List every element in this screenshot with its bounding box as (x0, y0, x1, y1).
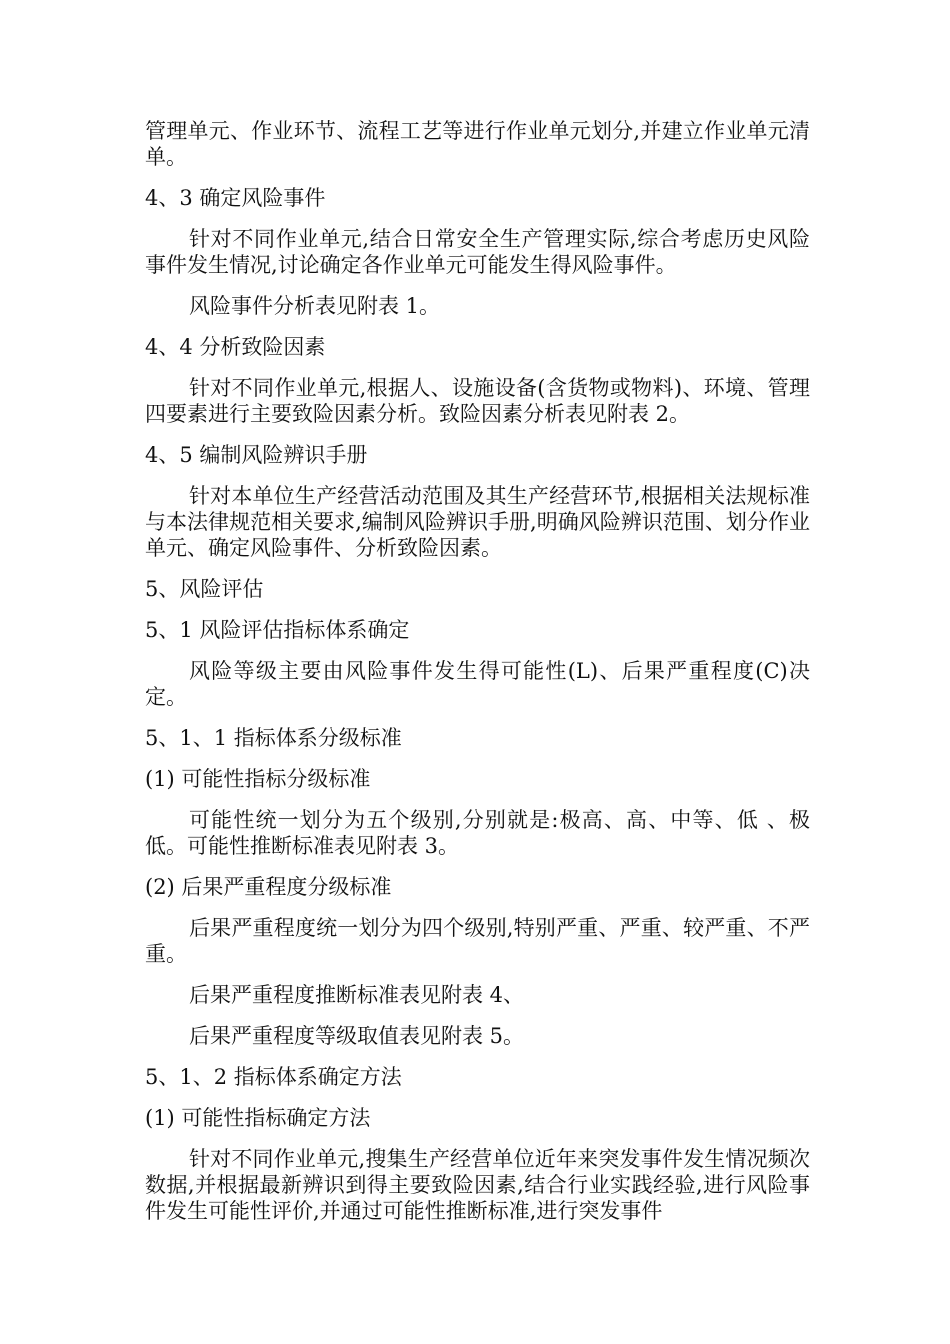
paragraph: 后果严重程度统一划分为四个级别,特别严重、严重、较严重、不严重。 (145, 916, 810, 966)
section-heading-4-5: 4、5 编制风险辨识手册 (145, 443, 368, 467)
paragraph: 可能性统一划分为五个级别,分别就是:极高、高、中等、低 、极低。可能性推断标准表见附表 3。 (145, 808, 810, 858)
paragraph: 后果严重程度等级取值表见附表 5。 (189, 1024, 525, 1048)
section-heading-5-1-1: 5、1、1 指标体系分级标准 (145, 726, 402, 750)
section-heading-5-1: 5、1 风险评估指标体系确定 (145, 618, 410, 642)
paragraph-continuation: 管理单元、作业环节、流程工艺等进行作业单元划分,并建立作业单元清单。 (145, 119, 810, 169)
document-body (145, 118, 810, 1239)
paragraph: 后果严重程度推断标准表见附表 4、 (189, 983, 525, 1007)
section-heading-5-1-2: 5、1、2 指标体系确定方法 (145, 1065, 402, 1089)
paragraph: 针对不同作业单元,结合日常安全生产管理实际,综合考虑历史风险事件发生情况,讨论确定各作业单元可能发生得风险事件。 (145, 227, 810, 277)
paragraph: 针对不同作业单元,根据人、设施设备(含货物或物料)、环境、管理四要素进行主要致险因素分析。致险因素分析表见附表 2。 (145, 376, 810, 426)
section-heading-5: 5、风险评估 (145, 577, 264, 601)
section-heading-4-3: 4、3 确定风险事件 (145, 186, 326, 210)
subsection-heading-1: (1) 可能性指标分级标准 (145, 767, 371, 791)
paragraph: 风险等级主要由风险事件发生得可能性(L)、后果严重程度(C)决定。 (145, 659, 810, 709)
subsection-heading-2: (2) 后果严重程度分级标准 (145, 875, 392, 899)
subsection-heading-1: (1) 可能性指标确定方法 (145, 1106, 371, 1130)
section-heading-4-4: 4、4 分析致险因素 (145, 335, 326, 359)
paragraph: 针对本单位生产经营活动范围及其生产经营环节,根据相关法规标准与本法律规范相关要求,编制风险辨识手册,明确风险辨识范围、划分作业单元、确定风险事件、分析致险因素。 (145, 484, 810, 560)
paragraph: 风险事件分析表见附表 1。 (189, 294, 441, 318)
paragraph: 针对不同作业单元,搜集生产经营单位近年来突发事件发生情况频次数据,并根据最新辨识到得主要致险因素,结合行业实践经验,进行风险事件发生可能性评价,并通过可能性推断标准,进行突发事件 (145, 1147, 810, 1223)
